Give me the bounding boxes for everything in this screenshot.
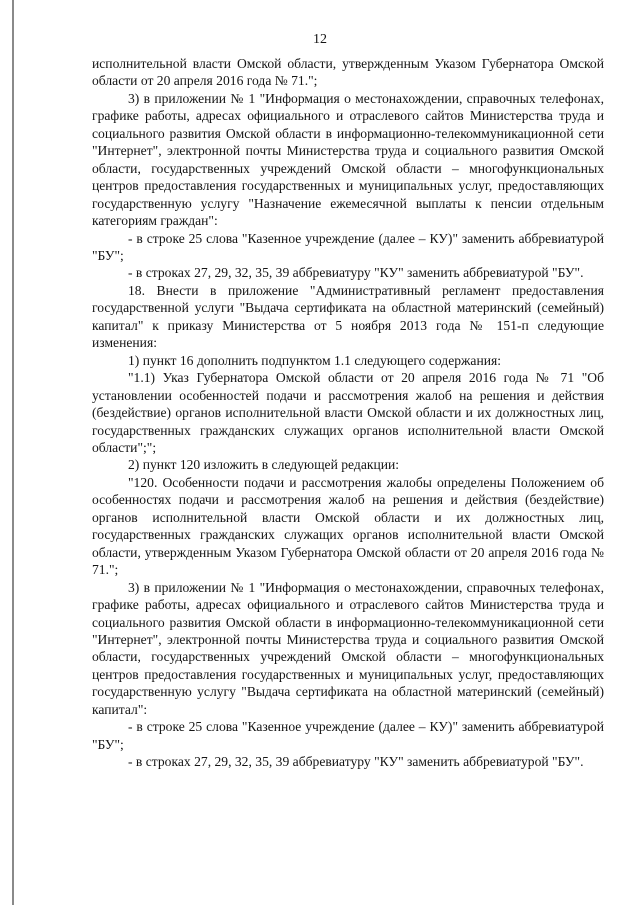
- paragraph: 3) в приложении № 1 "Информация о местонахождении, справочных телефонах, графике работы, адресах официального и отраслевого сайтов Министерства труда и социального развития Омской области в информационно-телекоммуникационной сети "Интернет", электронной почты Министерства труда и социального развития Омской области, государственных учреждений Омской области – многофункциональных центров предоставления государственных и муниципальных услуг, предоставляющих государственную услугу "Назначение ежемесячной выплаты к пенсии отдельным категориям граждан":: [92, 90, 604, 229]
- paragraph: 1) пункт 16 дополнить подпунктом 1.1 следующего содержания:: [128, 352, 502, 368]
- paragraph: - в строке 25 слова "Казенное учреждение (далее – КУ)" заменить аббревиатурой "БУ";: [92, 230, 604, 263]
- scan-edge-line: [12, 0, 14, 905]
- document-body: [92, 55, 604, 771]
- paragraph: 3) в приложении № 1 "Информация о местонахождении, справочных телефонах, графике работы, адресах официального и отраслевого сайтов Министерства труда и социального развития Омской области в информационно-телекоммуникационной сети "Интернет", электронной почты Министерства труда и социального развития Омской области, государственных учреждений Омской области – многофункциональных центров предоставления государственных и муниципальных услуг, предоставляющих государственную услугу "Выдача сертификата на областной материнский (семейный) капитал":: [92, 579, 604, 717]
- page-number: 12: [313, 32, 327, 47]
- paragraph: - в строках 27, 29, 32, 35, 39 аббревиатуру "КУ" заменить аббревиатурой "БУ".: [128, 754, 584, 770]
- paragraph: 2) пункт 120 изложить в следующей редакции:: [128, 457, 400, 473]
- paragraph: "1.1) Указ Губернатора Омской области от 20 апреля 2016 года № 71 "Об установлении особенностей подачи и рассмотрения жалоб на решения и действия (бездействие) органов исполнительной власти Омской области и их должностных лиц, государственных гражданских служащих органов исполнительной власти Омской области";";: [92, 370, 604, 455]
- paragraph: - в строке 25 слова "Казенное учреждение (далее – КУ)" заменить аббревиатурой "БУ";: [92, 719, 604, 752]
- paragraph: 18. Внести в приложение "Административный регламент предоставления государственной услуги "Выдача сертификата на областной материнский (семейный) капитал" к приказу Министерства от 5 ноября 2013 года № 151-п следующие изменения:: [92, 282, 604, 351]
- paragraph: исполнительной власти Омской области, утвержденным Указом Губернатора Омской области от 20 апреля 2016 года № 71.";: [92, 56, 604, 89]
- paragraph: - в строках 27, 29, 32, 35, 39 аббревиатуру "КУ" заменить аббревиатурой "БУ".: [128, 265, 584, 281]
- paragraph: "120. Особенности подачи и рассмотрения жалобы определены Положением об особенностях подачи и рассмотрения жалоб на решения и действия (бездействие) органов исполнительной власти Омской области и их должностных лиц, государственных гражданских служащих органов исполнительной власти Омской области, утвержденным Указом Губернатора Омской области от 20 апреля 2016 года № 71.";: [92, 474, 604, 578]
